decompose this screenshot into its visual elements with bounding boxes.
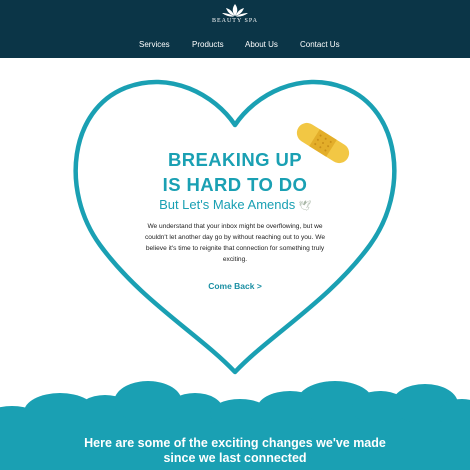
- nav-item-services[interactable]: Services: [139, 40, 170, 49]
- nav-item-about-us[interactable]: About Us: [245, 40, 278, 49]
- changes-section-title: Here are some of the exciting changes we've made since we last connected: [84, 436, 386, 465]
- nav-item-contact-us[interactable]: Contact Us: [300, 40, 340, 49]
- intro-paragraph: We understand that your inbox might be overflowing, but we couldn't let another day go by without reaching out to you. We believe it's time to reignite that connection for something truly exciting.: [145, 223, 326, 263]
- headline-line-1: BREAKING UP: [168, 149, 302, 170]
- cloud-divider: [0, 380, 470, 430]
- subheadline-text: But Let's Make Amends: [159, 197, 296, 212]
- headline-line-2: IS HARD TO DO: [162, 174, 308, 195]
- brand-name: BEAUTY SPA: [211, 18, 259, 24]
- subheadline: [130, 197, 340, 212]
- dove-icon: 🕊: [298, 201, 311, 212]
- nav-item-products[interactable]: Products: [192, 40, 224, 49]
- come-back-link[interactable]: Come Back >: [208, 281, 262, 291]
